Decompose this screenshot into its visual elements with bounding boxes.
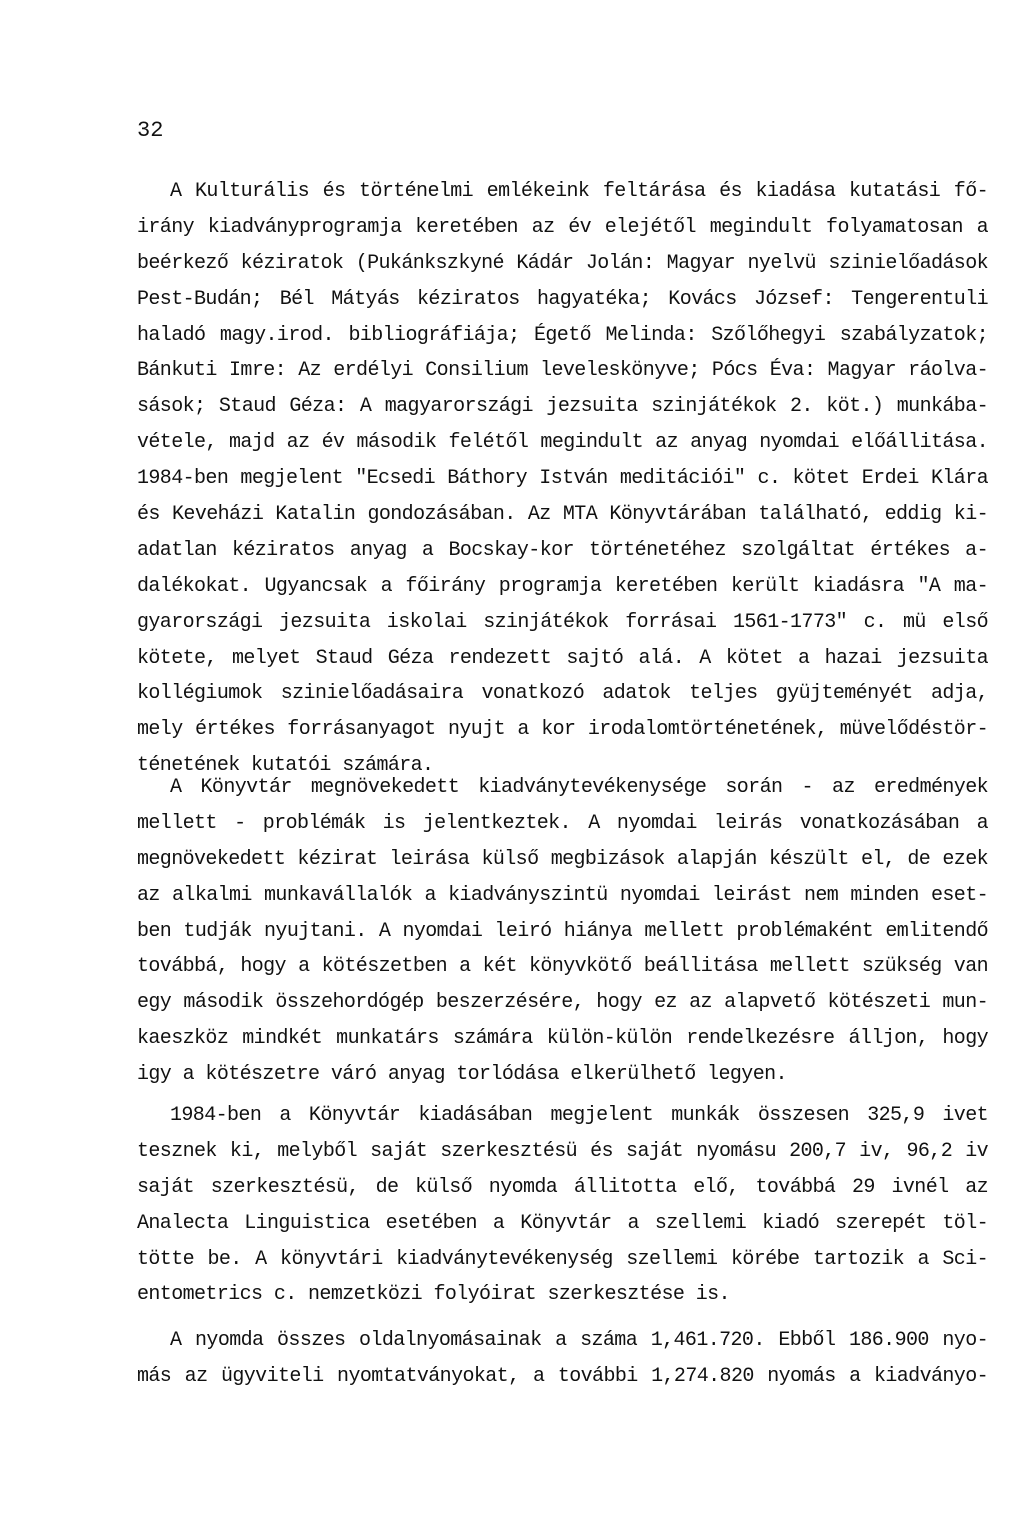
paragraph-publication-program: [137, 174, 988, 784]
text-line: igy a kötészetre váró anyag torlódása elkerülhető legyen.: [137, 1063, 787, 1087]
text-line: mely értékes forrásanyagot nyujt a kor irodalomtörténetének, müvelődéstör-: [137, 718, 988, 742]
text-line: Analecta Linguistica esetében a Könyvtár a szellemi kiadó szerepét töl-: [137, 1211, 988, 1235]
text-line: 1984-ben megjelent "Ecsedi Báthory István meditációi" c. kötet Erdei Klára: [137, 467, 988, 491]
text-line: Pest-Budán; Bél Mátyás kéziratos hagyatéka; Kovács József: Tengerentuli: [137, 287, 988, 311]
text-line: gyarországi jezsuita iskolai szinjátékok forrásai 1561-1773" c. mü első: [137, 610, 988, 634]
text-line: 1984-ben a Könyvtár kiadásában megjelent munkák összesen 325,9 ivet: [170, 1104, 988, 1127]
text-line: az alkalmi munkavállalók a kiadványszintü nyomdai leirást nem minden eset-: [137, 883, 988, 907]
text-line: A Könyvtár megnövekedett kiadványtevékenysége során - az eredmények: [170, 776, 988, 799]
text-line: A Kulturális és történelmi emlékeink feltárása és kiadása kutatási fő-: [170, 180, 988, 203]
text-line: saját szerkesztésü, de külső nyomda állitotta elő, továbbá 29 ivnél az: [137, 1175, 988, 1199]
text-line: továbbá, hogy a kötészetben a két könyvkötő beállitása mellett szükség van: [137, 955, 988, 979]
text-line: haladó magy.irod. bibliográfiája; Égető Melinda: Szőlőhegyi szabályzatok;: [137, 323, 988, 347]
text-line: beérkező kéziratok (Pukánkszkyné Kádár Jolán: Magyar nyelvü szinielőadások: [137, 251, 988, 275]
text-line: A nyomda összes oldalnyomásainak a száma 1,461.720. Ebből 186.900 nyo-: [170, 1329, 988, 1352]
text-line: megnövekedett kézirat leirása külső megbizások alapján készült el, de ezek: [137, 847, 988, 871]
text-line: kötete, melyet Staud Géza rendezett sajtó alá. A kötet a hazai jezsuita: [137, 646, 988, 670]
page-number: 32: [137, 118, 164, 143]
text-line: tesznek ki, melyből saját szerkesztésü és saját nyomásu 200,7 iv, 96,2 iv: [137, 1139, 988, 1163]
text-line: ben tudják nyujtani. A nyomdai leiró hiánya mellett problémaként emlitendő: [137, 919, 988, 943]
text-line: kollégiumok szinielőadásaira vonatkozó adatok teljes gyüjteményét adja,: [137, 682, 988, 706]
text-line: adatlan kéziratos anyag a Bocskay-kor történetéhez szolgáltat értékes a-: [137, 538, 988, 562]
paragraph-problems: [137, 770, 988, 1093]
text-line: irány kiadványprogramja keretében az év elejétől megindult folyamatosan a: [137, 215, 988, 239]
text-line: mellett - problémák is jelentkeztek. A nyomdai leirás vonatkozásában a: [137, 811, 988, 835]
text-line: sások; Staud Géza: A magyarországi jezsuita szinjátékok 2. köt.) munkába-: [137, 395, 988, 419]
text-line: dalékokat. Ugyancsak a főirány programja keretében került kiadásra "A ma-: [137, 574, 988, 598]
text-line: kaeszköz mindkét munkatárs számára külön-külön rendelkezésre álljon, hogy: [137, 1027, 988, 1051]
paragraph-press-counts: [137, 1323, 988, 1395]
text-line: Bánkuti Imre: Az erdélyi Consilium leveleskönyve; Pócs Éva: Magyar ráolva-: [137, 359, 988, 383]
text-line: egy második összehordógép beszerzésére, hogy ez az alapvető kötészeti mun-: [137, 991, 988, 1015]
text-line: entometrics c. nemzetközi folyóirat szerkesztése is.: [137, 1283, 730, 1307]
text-line: ténetének kutatói számára.: [137, 754, 434, 778]
text-line: más az ügyviteli nyomtatványokat, a további 1,274.820 nyomás a kiadványo-: [137, 1364, 988, 1388]
text-line: és Keveházi Katalin gondozásában. Az MTA Könyvtárában található, eddig ki-: [137, 503, 988, 527]
text-line: vétele, majd az év második felétől megindult az anyag nyomdai előállitása.: [137, 431, 988, 455]
paragraph-publications-1984: [137, 1098, 988, 1313]
text-line: tötte be. A könyvtári kiadványtevékenység szellemi körébe tartozik a Sci-: [137, 1247, 988, 1271]
